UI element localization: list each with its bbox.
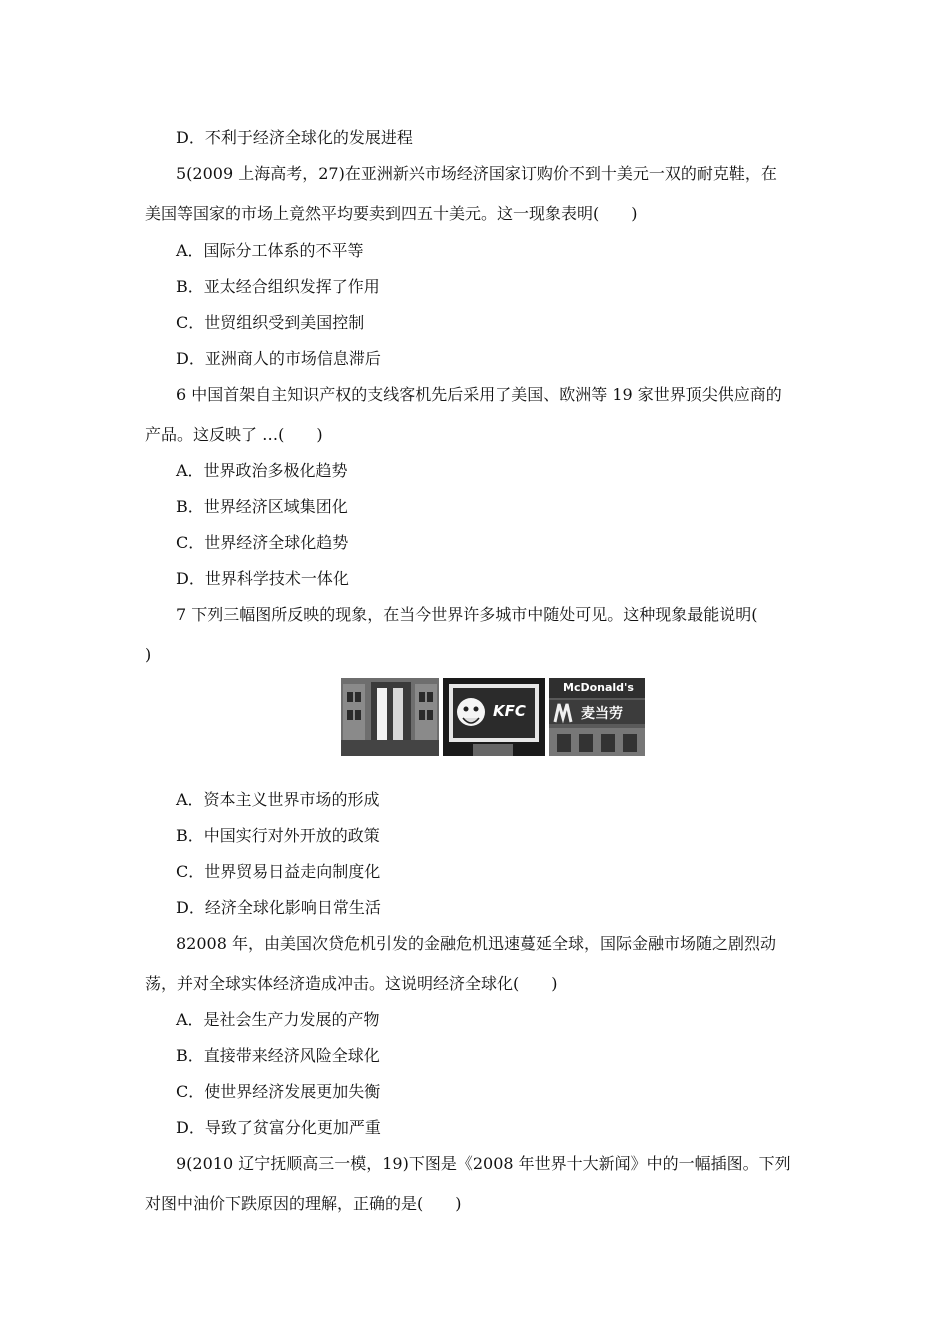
q7-option-b: B．中国实行对外开放的政策 [176, 826, 380, 845]
q5-option-a: A．国际分工体系的不平等 [176, 241, 364, 260]
q6-option-a: A．世界政治多极化趋势 [176, 461, 348, 480]
mcdonalds-storefront-photo [549, 678, 645, 756]
mcdonalds-logo-text: McDonald's [563, 681, 634, 694]
q7-option-d: D．经济全球化影响日常生活 [176, 898, 381, 917]
mcdonalds-chinese-sign: 麦当劳 [581, 706, 623, 722]
q8-option-b: B．直接带来经济风险全球化 [176, 1046, 380, 1065]
q6-option-b: B．世界经济区域集团化 [176, 497, 348, 516]
q8-option-d: D．导致了贫富分化更加严重 [176, 1118, 381, 1137]
q9-stem-line2: 对图中油价下跌原因的理解，正确的是( ) [145, 1194, 462, 1213]
q6-option-d: D．世界科学技术一体化 [176, 569, 349, 588]
q5-option-d: D．亚洲商人的市场信息滞后 [176, 349, 381, 368]
q7-option-a: A．资本主义世界市场的形成 [176, 790, 380, 809]
q5-stem-line2: 美国等国家的市场上竟然平均要卖到四五十美元。这一现象表明( ) [145, 204, 638, 223]
q5-stem-line1: 5(2009 上海高考，27)在亚洲新兴市场经济国家订购价不到十美元一双的耐克鞋，在 [176, 164, 777, 183]
q6-option-c: C．世界经济全球化趋势 [176, 533, 349, 552]
q8-stem-line2: 荡，并对全球实体经济造成冲击。这说明经济全球化( ) [145, 974, 558, 993]
cafe-storefront-photo [341, 678, 439, 756]
kfc-logo-text: KFC [493, 702, 526, 720]
q8-option-c: C．使世界经济发展更加失衡 [176, 1082, 381, 1101]
q8-option-a: A．是社会生产力发展的产物 [176, 1010, 380, 1029]
q8-stem-line1: 82008 年，由美国次贷危机引发的金融危机迅速蔓延全球，国际金融市场随之剧烈动 [176, 934, 776, 953]
q7-stem-line1: 7 下列三幅图所反映的现象，在当今世界许多城市中随处可见。这种现象最能说明( [176, 605, 758, 624]
q6-stem-line2: 产品。这反映了 …( ) [145, 425, 323, 444]
q7-figure [341, 678, 645, 756]
q9-stem-line1: 9(2010 辽宁抚顺高三一模，19)下图是《2008 年世界十大新闻》中的一幅插图。下列 [176, 1154, 791, 1173]
kfc-sign-photo [443, 678, 545, 756]
q5-option-c: C．世贸组织受到美国控制 [176, 313, 365, 332]
q7-stem-line2: ) [145, 645, 152, 664]
q4-option-d: D．不利于经济全球化的发展进程 [176, 128, 413, 147]
q6-stem-line1: 6 中国首架自主知识产权的支线客机先后采用了美国、欧洲等 19 家世界顶尖供应商的 [176, 385, 782, 404]
q7-option-c: C．世界贸易日益走向制度化 [176, 862, 381, 881]
q5-option-b: B．亚太经合组织发挥了作用 [176, 277, 380, 296]
